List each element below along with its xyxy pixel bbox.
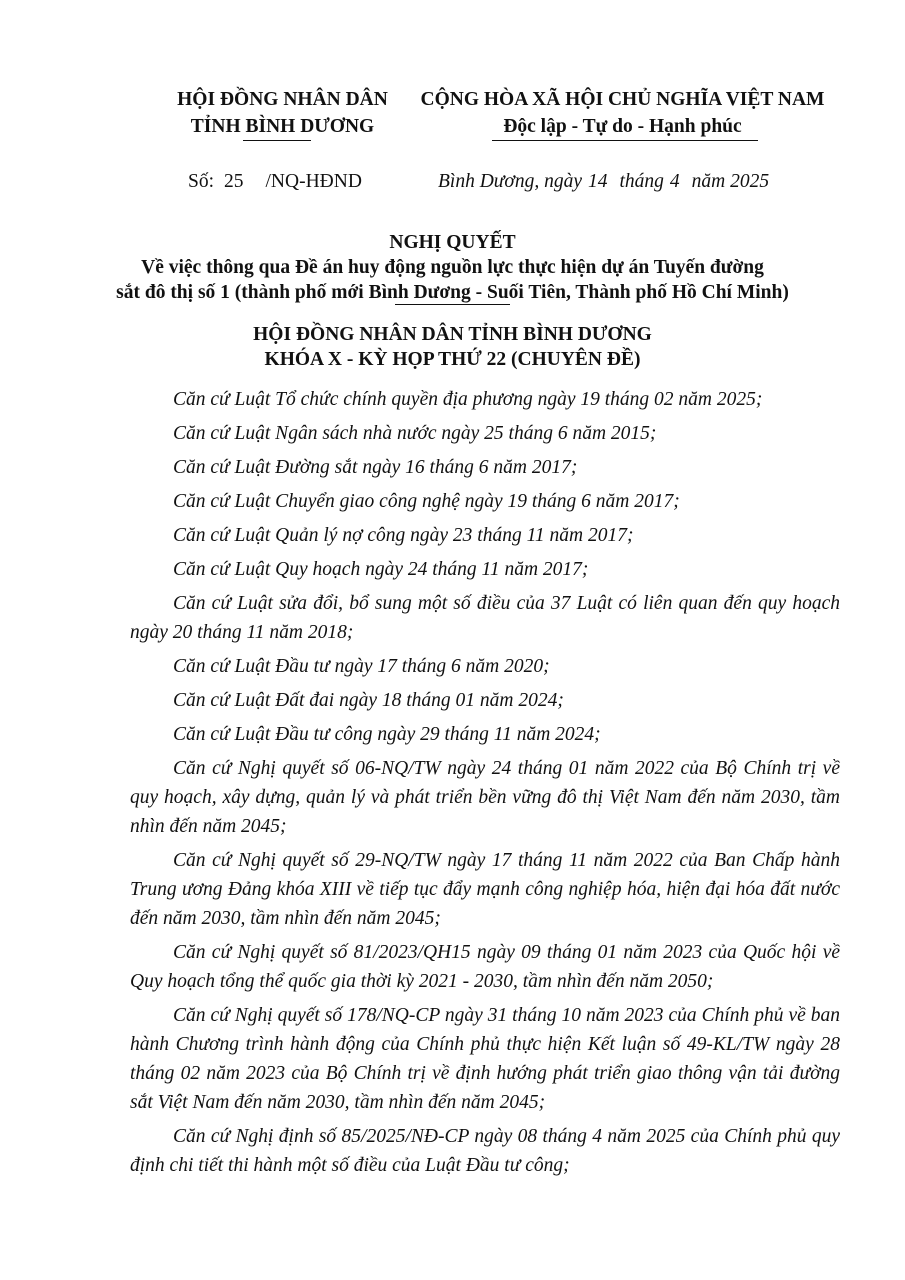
- so-number: 25: [224, 171, 244, 192]
- legal-basis-item: Căn cứ Nghị quyết số 29-NQ/TW ngày 17 tháng 11 năm 2022 của Ban Chấp hành Trung ương Đảng khóa XIII về tiếp tục đẩy mạnh công nghiệp hóa, hiện đại hóa đất nước đến năm 2030, tầm nhìn đến năm 2045;: [130, 850, 840, 929]
- legal-basis-item: Căn cứ Luật Đất đai ngày 18 tháng 01 năm 2024;: [173, 690, 564, 711]
- legal-basis-item: Căn cứ Nghị quyết số 178/NQ-CP ngày 31 tháng 10 năm 2023 của Chính phủ về ban hành Chương trình hành động của Chính phủ thực hiện Kết luận số 49-KL/TW ngày 28 tháng 02 năm 2023 của Bộ Chính trị về định hướng phát triển giao thông vận tải đường sắt Việt Nam đến năm 2030, tầm nhìn đến năm 2045;: [130, 1005, 840, 1113]
- council-line-2: KHÓA X - KỲ HỌP THỨ 22 (CHUYÊN ĐỀ): [264, 349, 641, 370]
- date-day: 14: [587, 171, 608, 192]
- doc-type: NGHỊ QUYẾT: [389, 232, 516, 253]
- motto-underline: [492, 140, 758, 141]
- date-month-label: tháng: [619, 171, 664, 192]
- so-suffix: /NQ-HĐND: [265, 171, 362, 192]
- issuing-authority: [130, 86, 435, 140]
- subject-line-2: sắt đô thị số 1 (thành phố mới Bình Dương - Suối Tiên, Thành phố Hồ Chí Minh): [116, 282, 789, 303]
- so-label: Số:: [188, 171, 215, 192]
- subject-line-1: Về việc thông qua Đề án huy động nguồn lực thực hiện dự án Tuyến đường: [141, 257, 764, 278]
- legal-basis-item: Căn cứ Luật Đầu tư ngày 17 tháng 6 năm 2020;: [173, 656, 550, 677]
- legal-basis-item: Căn cứ Nghị định số 85/2025/NĐ-CP ngày 08 tháng 4 năm 2025 của Chính phủ quy định chi tiết thi hành một số điều của Luật Đầu tư công;: [130, 1126, 840, 1176]
- issue-date: [438, 168, 769, 195]
- resolution-title: [60, 230, 845, 305]
- motto: Độc lập - Tự do - Hạnh phúc: [503, 116, 742, 137]
- legal-basis: [130, 385, 840, 1185]
- council-line-1: HỘI ĐỒNG NHÂN DÂN TỈNH BÌNH DƯƠNG: [253, 324, 652, 345]
- legal-basis-item: Căn cứ Nghị quyết số 06-NQ/TW ngày 24 tháng 01 năm 2022 của Bộ Chính trị về quy hoạch, xây dựng, quản lý và phát triển bền vững đô thị Việt Nam đến năm 2030, tầm nhìn đến năm 2045;: [130, 758, 840, 837]
- legal-basis-item: Căn cứ Luật Ngân sách nhà nước ngày 25 tháng 6 năm 2015;: [173, 423, 657, 444]
- date-prefix: Bình Dương, ngày: [438, 171, 582, 192]
- legal-basis-item: Căn cứ Luật Tổ chức chính quyền địa phương ngày 19 tháng 02 năm 2025;: [173, 389, 763, 410]
- legal-basis-item: Căn cứ Luật Chuyển giao công nghệ ngày 19 tháng 6 năm 2017;: [173, 491, 680, 512]
- date-month: 4: [669, 171, 680, 192]
- legal-basis-item: Căn cứ Luật sửa đổi, bổ sung một số điều của 37 Luật có liên quan đến quy hoạch ngày 20 tháng 11 năm 2018;: [130, 593, 840, 643]
- legal-basis-item: Căn cứ Luật Đường sắt ngày 16 tháng 6 năm 2017;: [173, 457, 578, 478]
- document-number: [188, 168, 362, 195]
- title-underline: [395, 304, 510, 305]
- authority-line-2: TỈNH BÌNH DƯƠNG: [190, 116, 375, 137]
- legal-basis-item: Căn cứ Luật Đầu tư công ngày 29 tháng 11 năm 2024;: [173, 724, 601, 745]
- authority-line-1: HỘI ĐỒNG NHÂN DÂN: [177, 89, 388, 110]
- legal-basis-item: Căn cứ Luật Quản lý nợ công ngày 23 tháng 11 năm 2017;: [173, 525, 634, 546]
- authority-underline: [243, 140, 311, 141]
- legal-basis-item: Căn cứ Luật Quy hoạch ngày 24 tháng 11 năm 2017;: [173, 559, 589, 580]
- date-year: năm 2025: [691, 171, 770, 192]
- national-motto: [400, 86, 845, 140]
- council-heading: [60, 322, 845, 372]
- nation-name: CỘNG HÒA XÃ HỘI CHỦ NGHĨA VIỆT NAM: [420, 89, 825, 110]
- legal-basis-item: Căn cứ Nghị quyết số 81/2023/QH15 ngày 09 tháng 01 năm 2023 của Quốc hội về Quy hoạch tổng thể quốc gia thời kỳ 2021 - 2030, tầm nhìn đến năm 2050;: [130, 942, 840, 992]
